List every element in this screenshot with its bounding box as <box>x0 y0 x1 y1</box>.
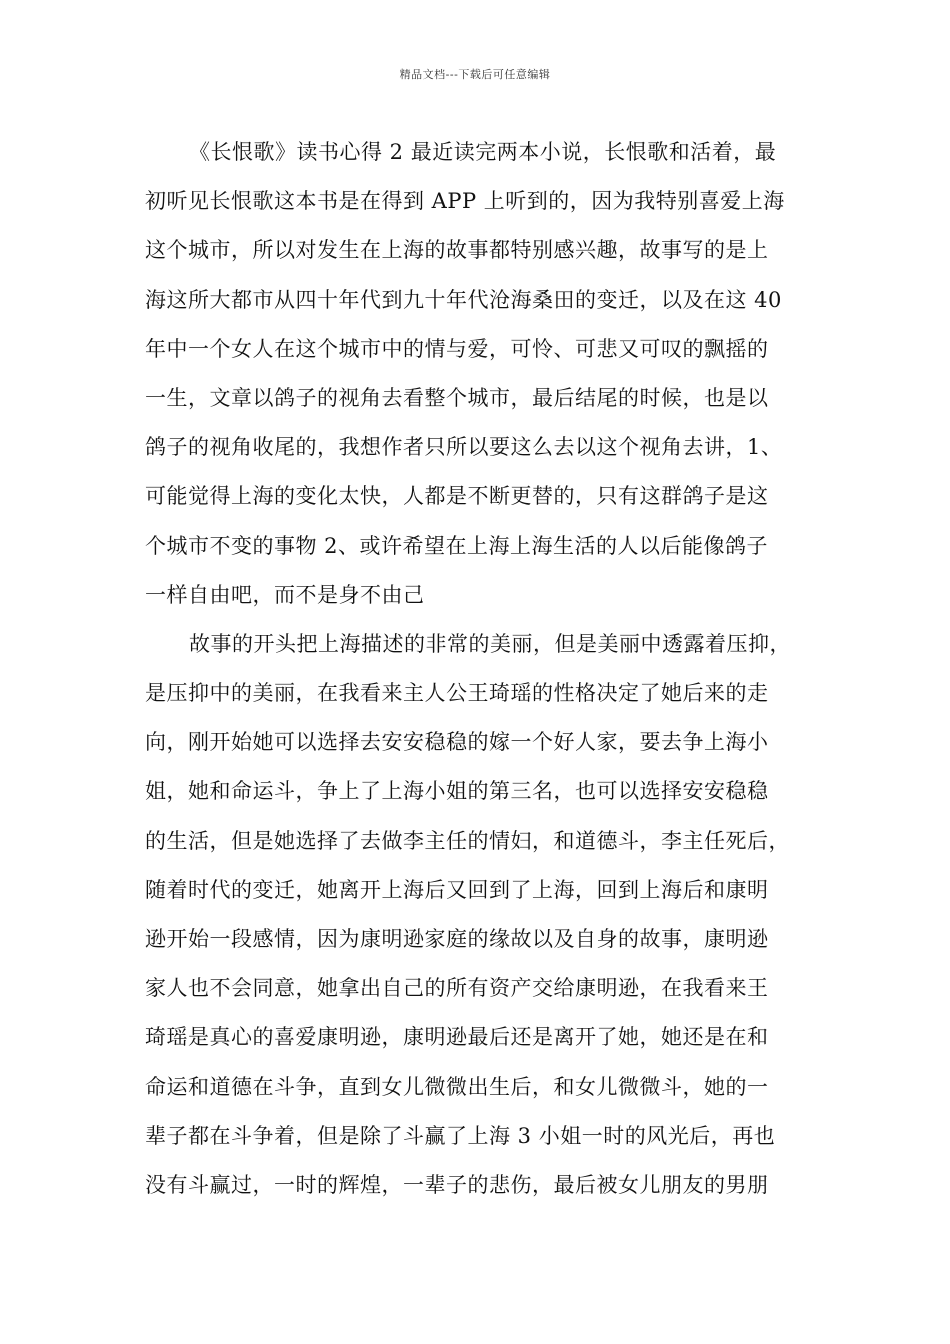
text-line: 向，刚开始她可以选择去安安稳稳的嫁一个好人家，要去争上海小 <box>145 730 769 755</box>
text-line: 故事的开头把上海描述的非常的美丽，但是美丽中透露着压抑， <box>189 631 791 656</box>
text-line: 是压抑中的美丽，在我看来主人公王琦瑶的性格决定了她后来的走 <box>145 681 769 706</box>
text-line: 这个城市，所以对发生在上海的故事都特别感兴趣，故事写的是上 <box>145 238 769 263</box>
text-line: 年中一个女人在这个城市中的情与爱，可怜、可悲又可叹的飘摇的 <box>145 336 769 361</box>
text-line: 可能觉得上海的变化太快，人都是不断更替的，只有这群鸽子是这 <box>145 484 769 509</box>
text-line: 逊开始一段感情，因为康明逊家庭的缘故以及自身的故事，康明逊 <box>145 927 769 951</box>
text-line: 辈子都在斗争着，但是除了斗赢了上海 3 小姐一时的风光后，再也 <box>145 1123 776 1148</box>
page-header: 精品文档---下载后可任意编辑 <box>399 68 551 81</box>
text-line: 琦瑶是真心的喜爱康明逊，康明逊最后还是离开了她，她还是在和 <box>145 1025 769 1050</box>
text-line: 《长恨歌》读书心得 2 最近读完两本小说，长恨歌和活着，最 <box>189 140 777 164</box>
text-line: 初听见长恨歌这本书是在得到 APP 上听到的，因为我特别喜爱上海 <box>145 189 785 214</box>
text-line: 随着时代的变迁，她离开上海后又回到了上海，回到上海后和康明 <box>145 877 769 902</box>
text-line: 一样自由吧，而不是身不由己 <box>145 582 425 607</box>
text-line: 家人也不会同意，她拿出自己的所有资产交给康明逊，在我看来王 <box>145 976 769 1001</box>
text-line: 海这所大都市从四十年代到九十年代沧海桑田的变迁，以及在这 40 <box>145 287 782 312</box>
text-line: 命运和道德在斗争，直到女儿微微出生后，和女儿微微斗，她的一 <box>145 1074 769 1099</box>
text-line: 个城市不变的事物 2、或许希望在上海上海生活的人以后能像鸽子 <box>145 533 769 558</box>
text-line: 一生，文章以鸽子的视角去看整个城市，最后结尾的时候，也是以 <box>145 385 769 410</box>
body-text <box>145 128 805 1210</box>
paragraph-2 <box>145 620 805 1210</box>
text-line: 鸽子的视角收尾的，我想作者只所以要这么去以这个视角去讲，1、 <box>145 435 783 460</box>
text-line: 的生活，但是她选择了去做李主任的情妇，和道德斗，李主任死后， <box>145 828 790 853</box>
paragraph-1 <box>145 128 805 620</box>
text-line: 没有斗赢过，一时的辉煌，一辈子的悲伤，最后被女儿朋友的男朋 <box>145 1172 769 1197</box>
text-line: 姐，她和命运斗，争上了上海小姐的第三名，也可以选择安安稳稳 <box>145 779 769 804</box>
